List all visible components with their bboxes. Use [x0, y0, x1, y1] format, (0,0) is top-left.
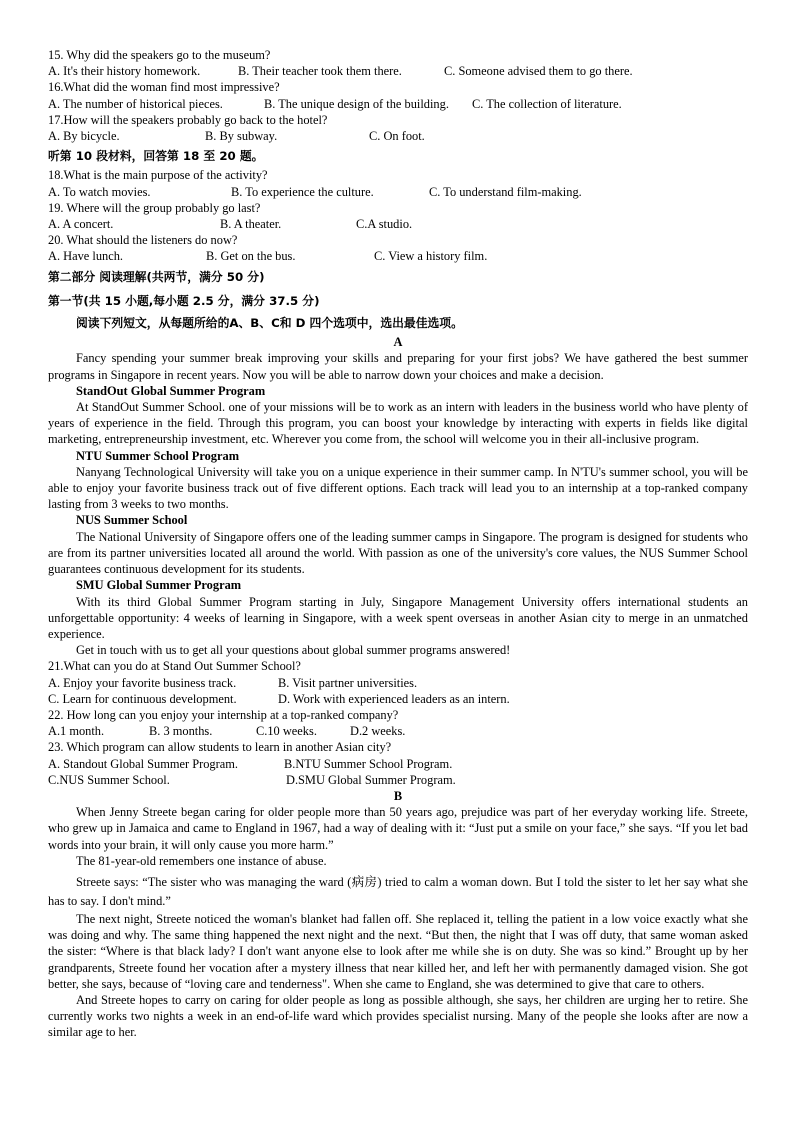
option-16-a[interactable]: A. The number of historical pieces. — [48, 96, 223, 111]
program-3-text: The National University of Singapore offers one of the leading summer camps in Singapore. The program is designed for students who are from its partner universities located all around the world. With passion as one of the university's core values, the NUS Summer School guarantees continuous development for its students. — [48, 529, 748, 577]
question-16-stem: 16.What did the woman find most impressive? — [48, 80, 280, 95]
question-19-stem: 19. Where will the group probably go last? — [48, 200, 261, 215]
section-1-heading: 第一节(共 15 小题,每小题 2.5 分，满分 37.5 分) — [48, 293, 320, 308]
question-17-options — [48, 128, 748, 144]
section-10-heading: 听第 10 段材料，回答第 18 至 20 题。 — [48, 149, 264, 164]
question-23-options-cd — [48, 772, 748, 788]
reading-instruction: 阅读下列短文，从每题所给的A、B、C和 D 四个选项中，选出最佳选项。 — [76, 316, 463, 331]
passage-a-closing: Get in touch with us to get all your questions about global summer programs answered! — [76, 643, 511, 658]
passage-b-label: B — [393, 788, 403, 803]
program-1-text: At StandOut Summer School. one of your missions will be to work as an intern with leaders in the business world who have plenty of years of experience in the field. Through this program, you can boost your knowledge by interacting with experts in fields like digital marketing, entrepreneurship investment, etc. Wherever you come from, the school will welcome you in their all-inclusive program. — [48, 400, 748, 447]
option-21-d[interactable]: D. Work with experienced leaders as an intern. — [278, 691, 510, 706]
option-22-c[interactable]: C.10 weeks. — [256, 724, 317, 739]
question-20-stem: 20. What should the listeners do now? — [48, 233, 238, 248]
passage-a-label: A — [393, 335, 403, 350]
program-2-text: Nanyang Technological University will take you on a unique experience in their summer camp. In N'TU's summer school, you will be able to enjoy your favorite business track out of five different options. Each track will lead you to an internship at a top-ranked company lasting from 3 weeks to two months. — [48, 464, 748, 512]
option-18-a[interactable]: A. To watch movies. — [48, 184, 151, 199]
option-19-b[interactable]: B. A theater. — [220, 217, 282, 232]
passage-a-intro: Fancy spending your summer break improving your skills and preparing for your first jobs? We have gathered the best summer programs in Singapore in recent years. Now you will be able to narrow down your choices and make a decision. — [48, 351, 748, 382]
question-18-options — [48, 184, 748, 200]
passage-b-paragraph-4: The next night, Streete noticed the woman's blanket had fallen off. She replaced it, telling the patient in a low voice exactly what she was doing and why. The same thing happened the next night and the next. “But then, the night that I was off duty, that same woman asked the sister: “Where is that black lady? I don't want anyone else to look after me while she is on duty. She was so kind.” Brought up by her grandparents, Streete found her vocation after a mystery illness that near killed her, and left her with permanently damaged vision. She got better, she says, because of “loving care and tenderness". When she came to England, she was determined to give that care to others. — [48, 911, 748, 991]
option-17-a[interactable]: A. By bicycle. — [48, 129, 120, 144]
question-15-options — [48, 63, 748, 79]
option-22-d[interactable]: D.2 weeks. — [350, 724, 406, 739]
program-1-title: StandOut Global Summer Program — [76, 383, 266, 398]
program-3-title: NUS Summer School — [76, 513, 188, 528]
part-2-heading: 第二部分 阅读理解(共两节，满分 50 分) — [48, 269, 265, 284]
program-4-title: SMU Global Summer Program — [76, 578, 242, 593]
option-23-b[interactable]: B.NTU Summer School Program. — [284, 756, 453, 771]
program-2-title: NTU Summer School Program — [76, 448, 240, 463]
option-15-a[interactable]: A. It's their history homework. — [48, 64, 201, 79]
option-15-b[interactable]: B. Their teacher took them there. — [238, 64, 402, 79]
question-21-options-cd — [48, 691, 748, 707]
question-22-stem: 22. How long can you enjoy your internship at a top-ranked company? — [48, 707, 399, 722]
passage-b-paragraph-1: When Jenny Streete began caring for older people more than 50 years ago, prejudice was part of her everyday working life. Streete, who grew up in Jamaica and came to England in 1967, had a way of dealing with it: “Just put a smile on your face,” she says. “If you let bad words into your brain, it will only cause you more harm.” — [48, 805, 748, 852]
option-20-a[interactable]: A. Have lunch. — [48, 249, 124, 264]
question-23-stem: 23. Which program can allow students to learn in another Asian city? — [48, 740, 392, 755]
question-21-options-ab — [48, 675, 748, 691]
question-19-options — [48, 216, 748, 232]
option-22-a[interactable]: A.1 month. — [48, 724, 105, 739]
option-22-b[interactable]: B. 3 months. — [149, 724, 213, 739]
question-23-options-ab — [48, 756, 748, 772]
question-18-stem: 18.What is the main purpose of the activity? — [48, 168, 268, 183]
question-21-stem: 21.What can you do at Stand Out Summer School? — [48, 659, 301, 674]
passage-b-paragraph-5: And Streete hopes to carry on caring for older people as long as possible although, she says, her children are urging her to retire. She currently works two nights a week in an end-of-life ward which provides specialist nursing. Many of the people she looks after are now a similar age to her. — [48, 992, 748, 1040]
passage-b-paragraph-3: Streete says: “The sister who was managing the ward (病房) tried to calm a woman down. But I told the sister to let her say what she has to say. I don't mind.” — [48, 874, 748, 908]
option-19-a[interactable]: A. A concert. — [48, 217, 114, 232]
option-16-c[interactable]: C. The collection of literature. — [472, 96, 622, 111]
question-16-options — [48, 96, 748, 112]
option-21-a[interactable]: A. Enjoy your favorite business track. — [48, 675, 237, 690]
option-21-c[interactable]: C. Learn for continuous development. — [48, 691, 237, 706]
option-21-b[interactable]: B. Visit partner universities. — [278, 675, 418, 690]
option-15-c[interactable]: C. Someone advised them to go there. — [444, 64, 633, 79]
option-23-a[interactable]: A. Standout Global Summer Program. — [48, 756, 238, 771]
option-20-b[interactable]: B. Get on the bus. — [206, 249, 296, 264]
option-18-b[interactable]: B. To experience the culture. — [231, 184, 374, 199]
question-20-options — [48, 248, 748, 264]
exam-page — [48, 47, 748, 1041]
option-23-d[interactable]: D.SMU Global Summer Program. — [286, 772, 456, 787]
option-17-c[interactable]: C. On foot. — [369, 129, 425, 144]
passage-b-paragraph-2: The 81-year-old remembers one instance of abuse. — [76, 853, 327, 868]
option-23-c[interactable]: C.NUS Summer School. — [48, 772, 170, 787]
question-15-stem: 15. Why did the speakers go to the museum? — [48, 48, 271, 62]
question-22-options — [48, 723, 748, 739]
question-17-stem: 17.How will the speakers probably go back to the hotel? — [48, 112, 328, 127]
option-17-b[interactable]: B. By subway. — [205, 129, 278, 144]
option-19-c[interactable]: C.A studio. — [356, 217, 413, 232]
option-18-c[interactable]: C. To understand film-making. — [429, 184, 582, 199]
option-16-b[interactable]: B. The unique design of the building. — [264, 96, 449, 111]
program-4-text: With its third Global Summer Program starting in July, Singapore Management University offers international students an unforgettable opportunity: 4 weeks of learning in Singapore, with a week spent overseas in another Asian city to merge in an unmatched experience. — [48, 594, 748, 641]
option-20-c[interactable]: C. View a history film. — [374, 249, 488, 264]
